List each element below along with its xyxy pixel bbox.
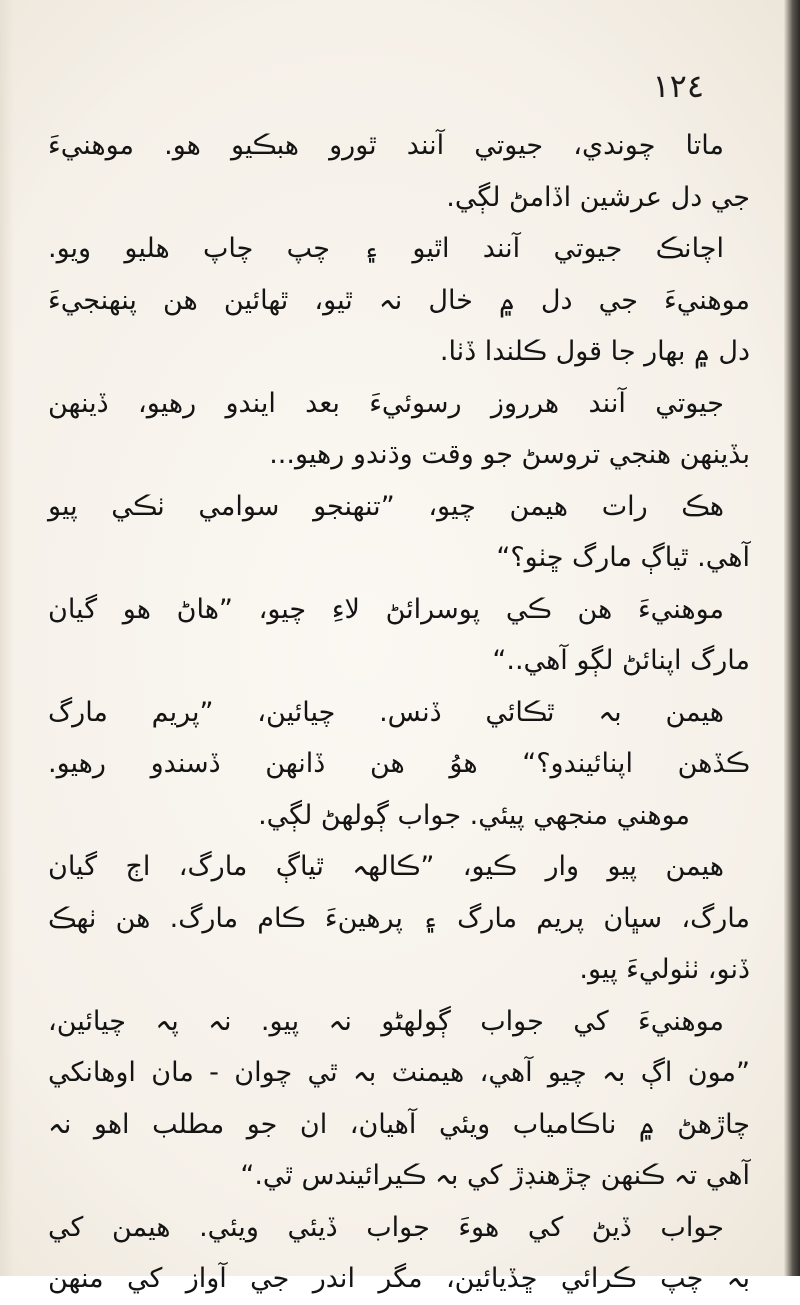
text-line: موهنيءَ جي دل ۾ خال نہ ٿيو، ٿهائين هن پنهنجيءَ xyxy=(48,284,750,316)
text-line: جي دل عرشين اڏامڻ لڳي. xyxy=(446,181,750,213)
text-line: دل ۾ بهار جا قول ڪلندا ڏٺا. xyxy=(439,336,750,367)
text-line: هيمن بہ ٿڪائي ڏنس. چيائين، ”پريم مارگ xyxy=(48,696,724,728)
text-line: مارگ، سڀان پريم مارگ ۽ پرهينءَ ڪام مارگ. هن ٺهڪ xyxy=(48,902,750,934)
text-line: چاڙهڻ ۾ ناڪامياب ويئي آهيان، ان جو مطلب اهو نہ xyxy=(48,1108,750,1140)
text-line: بڏينهن هنجي تروسڻ جو وقت وڌندو رهيو... xyxy=(269,439,750,470)
text-line: ماتا چوندي، جيوتي آنند ٿورو هبڪيو هو. موهنيءَ xyxy=(48,130,724,161)
text-line: موهنيءَ کي جواب ڳولهڻو نہ پيو. نہ پہ چيائين، xyxy=(48,1005,724,1037)
text-line: جيوتي آنند هرروز رسوئيءَ بعد ايندو رهيو، ڏينهن xyxy=(48,387,724,419)
text-line: بہ چپ ڪرائي ڇڏيائين، مگر اندر جي آواز کي منهن xyxy=(48,1263,750,1294)
text-line: ڪڏهن اپنائيندو؟“ هوُ هن ڏانهن ڏسندو رهيو. xyxy=(48,748,750,779)
text-line: ڏنو، ٺٺوليءَ پيو. xyxy=(579,954,750,985)
text-line: مارگ اپنائڻ لڳو آهي..“ xyxy=(492,645,750,676)
text-line: هڪ رات هيمن چيو، ”تنهنجو سوامي ٺڪي پيو xyxy=(48,490,724,522)
text-body xyxy=(48,120,750,1305)
page-gutter-shadow xyxy=(0,0,14,1276)
text-line: موهني منجهي پيئي. جواب ڳولهڻ لڳي. xyxy=(258,799,690,831)
text-line: هيمن پيو وار ڪيو، ”ڪالهہ ٿياڳ مارگ، اڄ گيان xyxy=(48,851,724,882)
text-line: ”مون اڳ بہ چيو آهي، هيمنٽ بہ ٿي چوان - مان اوهانکي xyxy=(48,1057,750,1088)
text-line: جواب ڏيڻ کي هوءَ جواب ڏيئي ويئي. هيمن کي xyxy=(48,1211,724,1243)
text-line: آهي تہ ڪنهن چڙهنڊڙ کي بہ ڪيرائيندس ٿي.“ xyxy=(240,1160,750,1191)
text-line: اچانڪ جيوتي آنند اٿيو ۽ چپ چاپ هليو ويو. xyxy=(48,233,724,264)
page-edge xyxy=(784,0,800,1276)
text-line: آهي. ٿياڳ مارگ ڇٺو؟“ xyxy=(496,542,750,573)
text-line: موهنيءَ هن ڪي پوسرائڻ لاءِ چيو، ”هاڻ هو گيان xyxy=(48,593,724,625)
page-number: ١٢٤ xyxy=(652,67,704,105)
